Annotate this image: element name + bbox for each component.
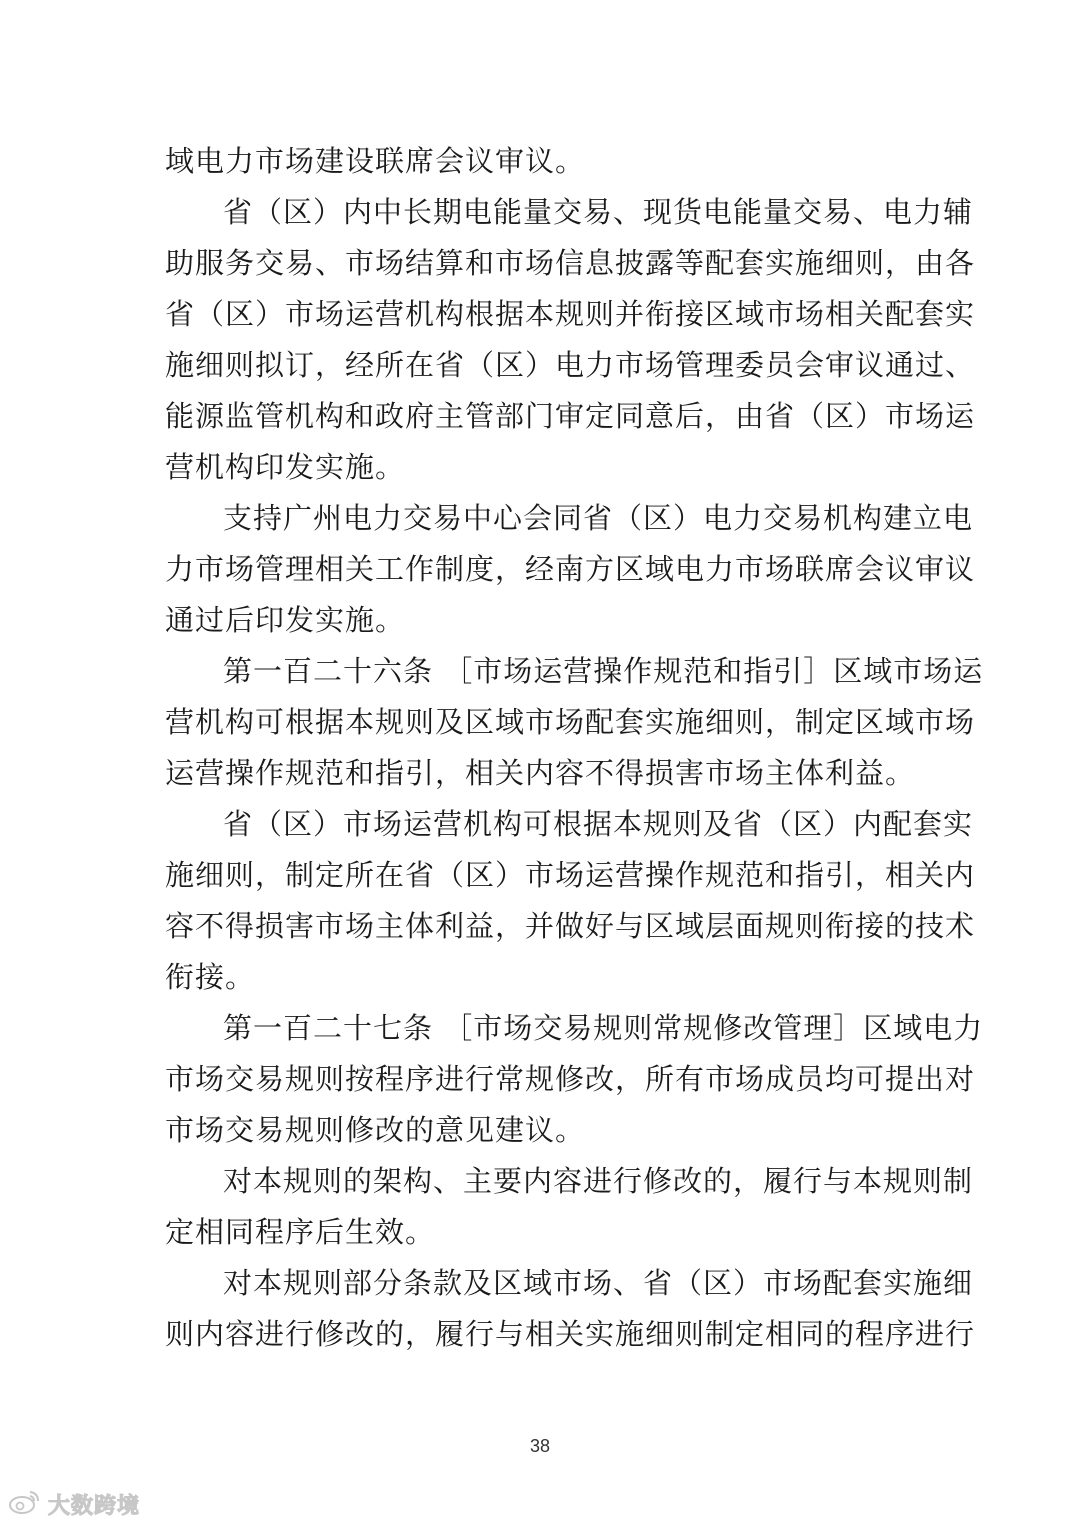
page-number: 38 xyxy=(529,1436,551,1456)
document-body xyxy=(165,136,984,1360)
paragraph xyxy=(165,136,939,187)
watermark xyxy=(8,1488,140,1520)
text-line: 施细则，制定所在省（区）市场运营操作规范和指引，相关内 xyxy=(165,858,976,892)
text-line: 对本规则的架构、主要内容进行修改的，履行与本规则制 xyxy=(223,1164,974,1198)
text-line: 定相同程序后生效。 xyxy=(165,1215,436,1249)
text-line: 则内容进行修改的，履行与相关实施细则制定相同的程序进行 xyxy=(165,1317,976,1351)
text-line: 第一百二十六条 ［市场运营操作规范和指引］区域市场运 xyxy=(223,654,984,688)
text-line: 市场交易规则修改的意见建议。 xyxy=(165,1113,586,1147)
watermark-text: 大数跨境 xyxy=(48,1493,141,1519)
paragraph xyxy=(165,646,984,799)
text-line: 能源监管机构和政府主管部门审定同意后，由省（区）市场运 xyxy=(165,399,976,433)
text-line: 力市场管理相关工作制度，经南方区域电力市场联席会议审议 xyxy=(165,552,976,586)
text-line: 营机构可根据本规则及区域市场配套实施细则，制定区域市场 xyxy=(165,705,976,739)
text-line: 营机构印发实施。 xyxy=(165,450,406,484)
text-line: 省（区）内中长期电能量交易、现货电能量交易、电力辅 xyxy=(223,195,974,229)
text-line: 通过后印发实施。 xyxy=(165,603,406,637)
text-line: 市场交易规则按程序进行常规修改，所有市场成员均可提出对 xyxy=(165,1062,976,1096)
paragraph xyxy=(165,1258,976,1360)
paragraph xyxy=(165,1156,974,1258)
paragraph xyxy=(165,187,976,493)
paragraph xyxy=(165,493,976,646)
text-line: 省（区）市场运营机构可根据本规则及省（区）内配套实 xyxy=(223,807,974,841)
text-line: 第一百二十七条 ［市场交易规则常规修改管理］区域电力 xyxy=(223,1011,984,1045)
text-line: 支持广州电力交易中心会同省（区）电力交易机构建立电 xyxy=(223,501,974,535)
paragraph xyxy=(165,1003,984,1156)
text-line: 助服务交易、市场结算和市场信息披露等配套实施细则，由各 xyxy=(165,246,976,280)
text-line: 施细则拟订，经所在省（区）电力市场管理委员会审议通过、 xyxy=(165,348,976,382)
text-line: 省（区）市场运营机构根据本规则并衔接区域市场相关配套实 xyxy=(165,297,976,331)
text-line: 域电力市场建设联席会议审议。 xyxy=(165,144,586,178)
text-line: 运营操作规范和指引，相关内容不得损害市场主体利益。 xyxy=(165,756,916,790)
text-line: 对本规则部分条款及区域市场、省（区）市场配套实施细 xyxy=(223,1266,974,1300)
weibo-logo-icon xyxy=(8,1488,42,1520)
text-line: 衔接。 xyxy=(165,960,256,994)
text-line: 容不得损害市场主体利益，并做好与区域层面规则衔接的技术 xyxy=(165,909,976,943)
paragraph xyxy=(165,799,976,1003)
